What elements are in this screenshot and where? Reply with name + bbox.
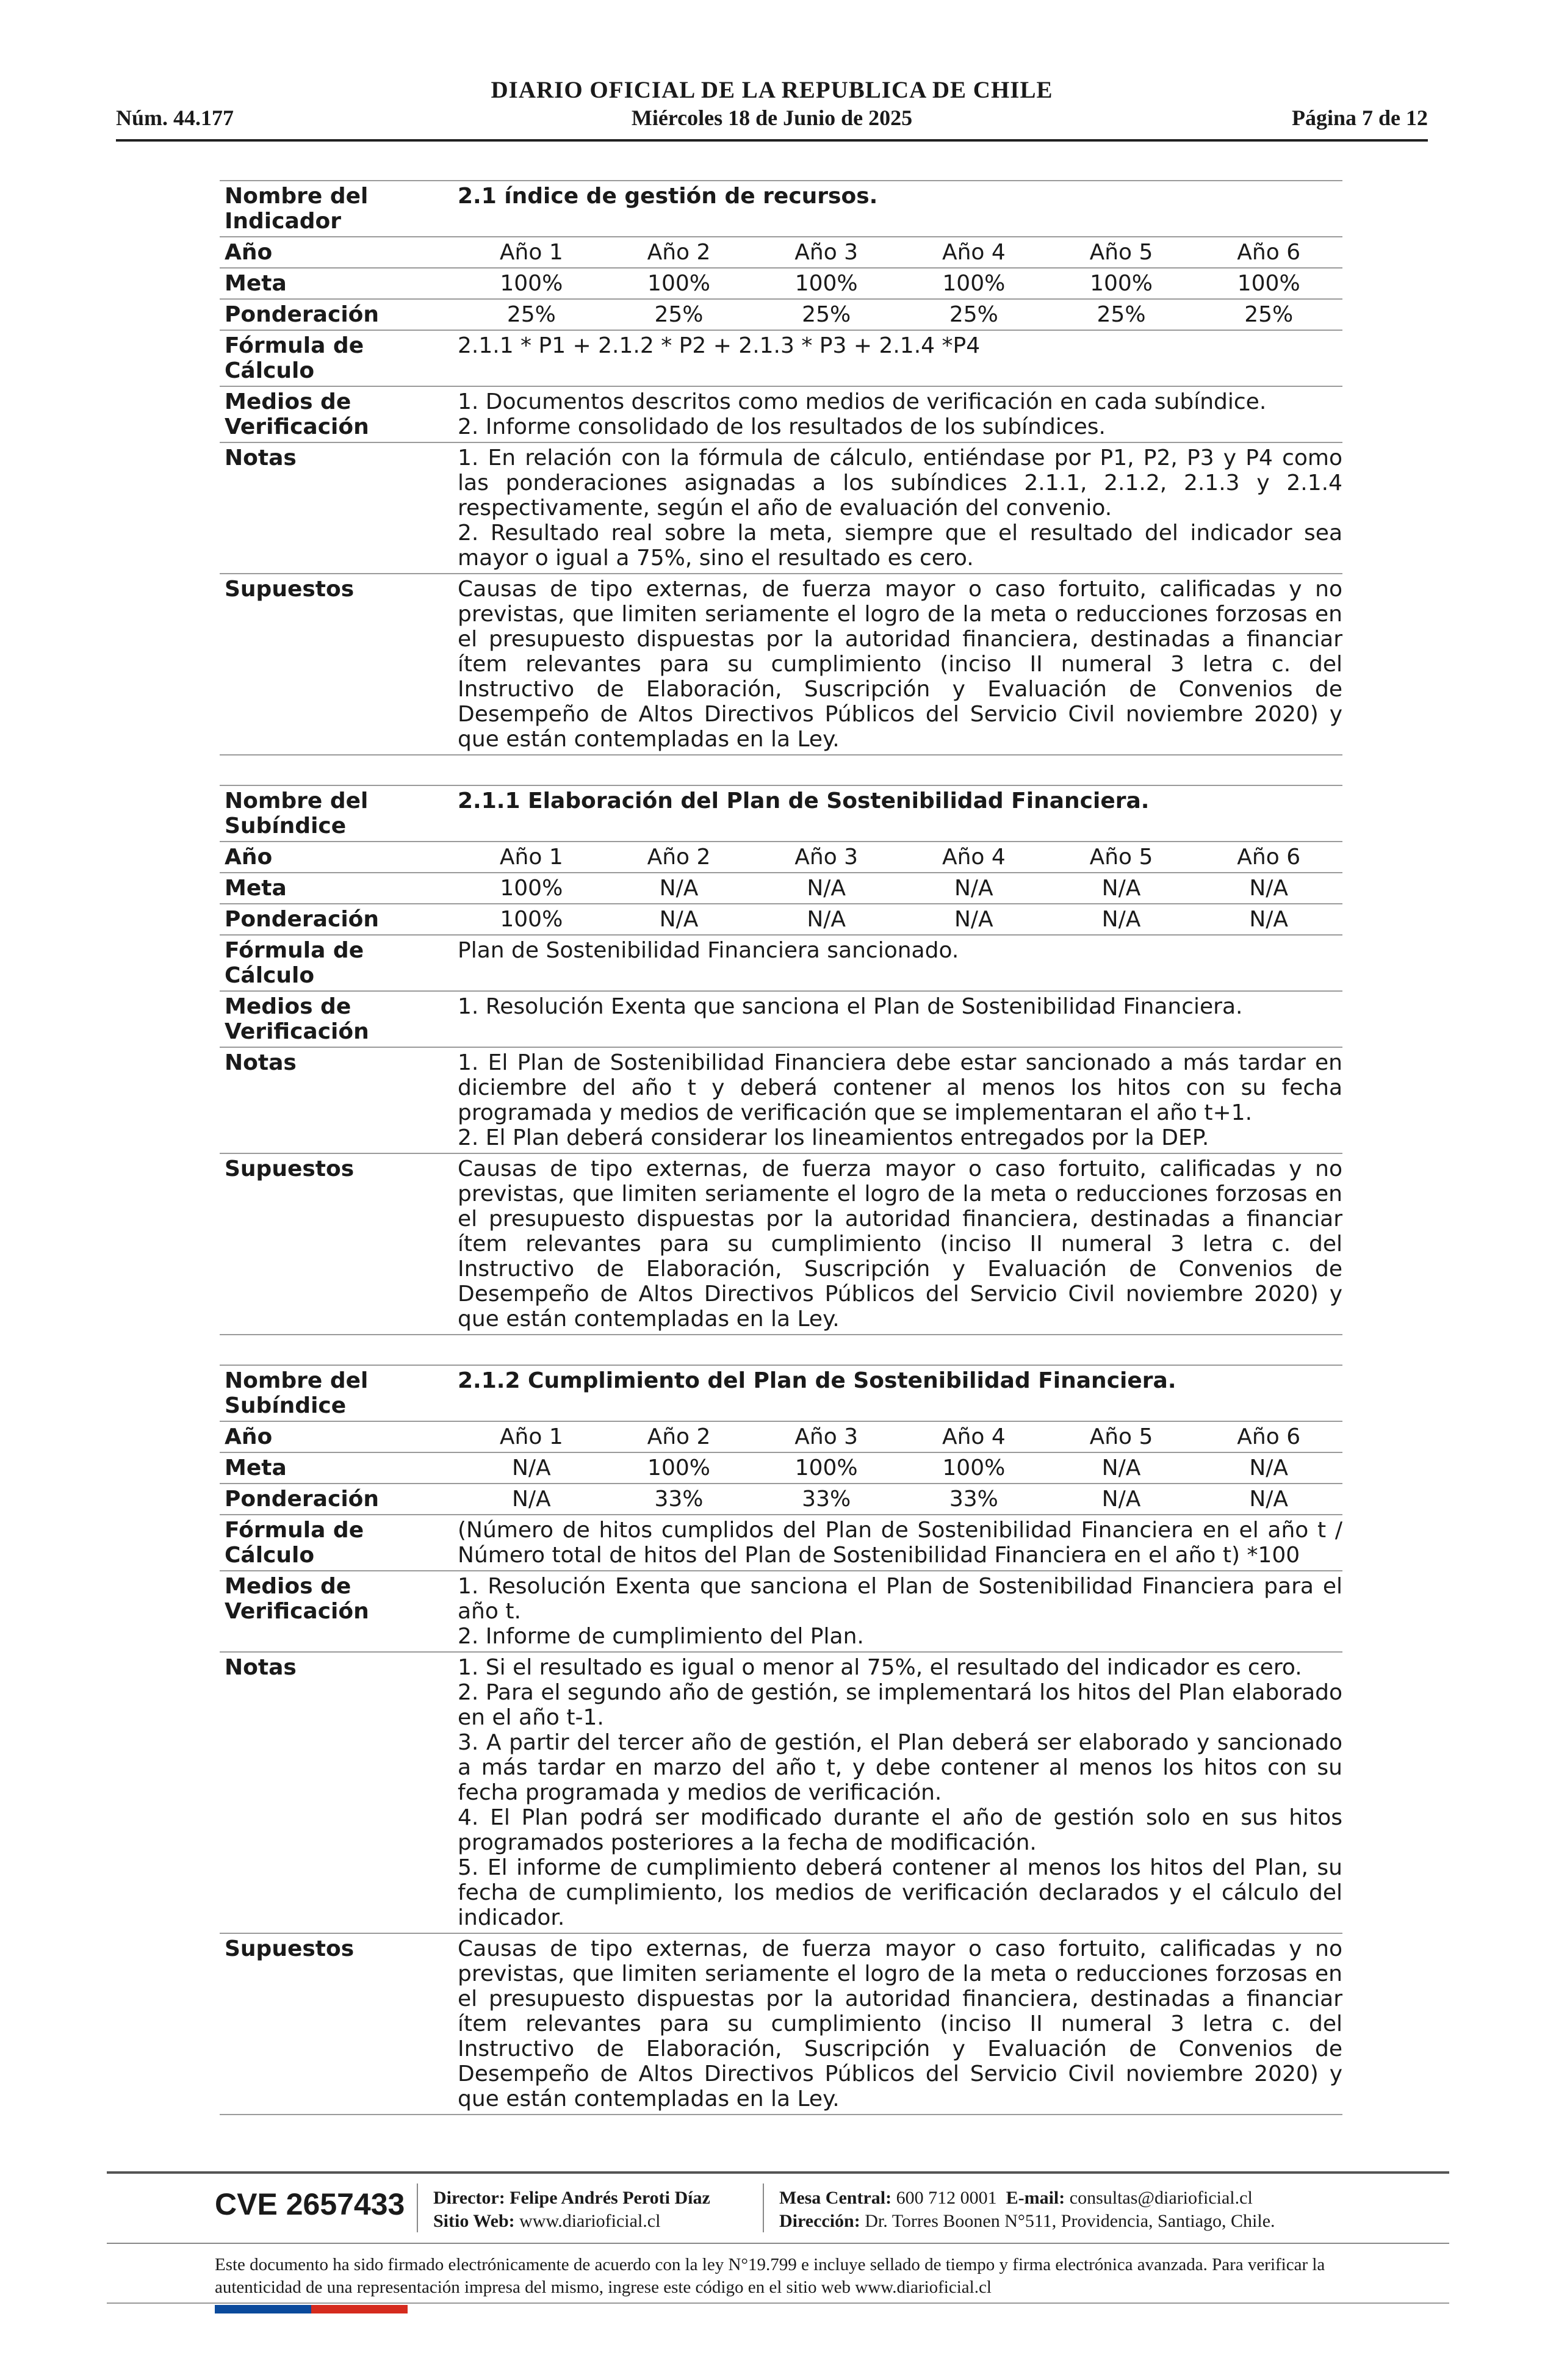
meta-cell: N/A bbox=[659, 876, 699, 901]
meta-cell: N/A bbox=[807, 876, 846, 901]
year-label: Año bbox=[225, 240, 273, 265]
flag-red-segment bbox=[311, 2305, 408, 2313]
ponderacion-row bbox=[220, 1483, 1342, 1514]
meta-row bbox=[220, 1452, 1342, 1483]
issue-number: Núm. 44.177 bbox=[116, 106, 234, 130]
formula-row bbox=[220, 1514, 1342, 1570]
formula-label: Fórmula de Cálculo bbox=[225, 333, 364, 383]
ponderacion-row bbox=[220, 903, 1342, 934]
mesa-label: Mesa Central: bbox=[779, 2188, 892, 2208]
ponderacion-cell: N/A bbox=[511, 1487, 551, 1512]
nota-item: 2. Para el segundo año de gestión, se implementará los hitos del Plan elaborado en el año t-1. bbox=[458, 1680, 1342, 1730]
year-row bbox=[220, 236, 1342, 267]
meta-label: Meta bbox=[225, 876, 287, 901]
meta-cell: 100% bbox=[942, 1455, 1006, 1480]
ponderacion-cell: N/A bbox=[1101, 1487, 1141, 1512]
medios-label: Medios de Verificación bbox=[225, 1574, 369, 1624]
formula-label: Fórmula de Cálculo bbox=[225, 1518, 364, 1568]
director-label: Director: bbox=[433, 2188, 505, 2208]
phone-number: 600 712 0001 bbox=[896, 2188, 997, 2208]
footer-separator bbox=[417, 2183, 418, 2232]
ponderacion-cell: N/A bbox=[1249, 907, 1289, 932]
meta-cell: 100% bbox=[500, 876, 563, 901]
year-cell: Año 6 bbox=[1237, 1424, 1301, 1449]
ponderacion-cell: 33% bbox=[654, 1487, 704, 1512]
year-cell: Año 4 bbox=[942, 1424, 1006, 1449]
notas-row bbox=[220, 1047, 1342, 1153]
flag-blue-segment bbox=[215, 2305, 311, 2313]
notas-label: Notas bbox=[225, 1050, 297, 1075]
subindex-name: 2.1.1 Elaboración del Plan de Sostenibilidad Financiera. bbox=[458, 788, 1150, 813]
medios-item: 2. Informe consolidado de los resultados de los subíndices. bbox=[458, 414, 1106, 439]
nota-item: 1. En relación con la fórmula de cálculo, entiéndase por P1, P2, P3 y P4 como las ponderaciones asignadas a los subíndices 2.1.1, 2.1.2, 2.1.3 y 2.1.4 respectivamente, según el año de evaluación del convenio. bbox=[458, 445, 1342, 521]
ponderacion-cell: 25% bbox=[506, 302, 556, 327]
header-divider bbox=[116, 139, 1428, 142]
indicator-name: 2.1 índice de gestión de recursos. bbox=[458, 184, 878, 209]
year-cell: Año 3 bbox=[794, 240, 859, 265]
notas-row bbox=[220, 442, 1342, 573]
supuestos-label: Supuestos bbox=[225, 1156, 355, 1181]
supuestos-text: Causas de tipo externas, de fuerza mayor o caso fortuito, calificadas y no previstas, que limiten seriamente el logro de la meta o reducciones forzosas en el presupuesto dispuestas por la autoridad financiera, destinadas a financiar ítem relevantes para su cumplimiento (inciso II numeral 3 letra c. del Instructivo de Elaboración, Suscripción y Evaluación de Convenios de Desempeño de Altos Directivos Públicos del Servicio Civil noviembre 2020) y que están contempladas en la Ley. bbox=[458, 1156, 1342, 1332]
medios-text bbox=[458, 994, 1342, 1044]
nota-item: 4. El Plan podrá ser modificado durante el año de gestión solo en sus hitos programados posteriores a la fecha de modificación. bbox=[458, 1805, 1342, 1855]
header-row bbox=[116, 105, 1428, 135]
notas-row bbox=[220, 1651, 1342, 1933]
meta-cell: 100% bbox=[1090, 271, 1153, 296]
ponderacion-label: Ponderación bbox=[225, 1487, 380, 1512]
medios-label: Medios de Verificación bbox=[225, 994, 369, 1044]
issue-date: Miércoles 18 de Junio de 2025 bbox=[631, 106, 913, 130]
name-row bbox=[220, 785, 1342, 841]
footer-director-block bbox=[433, 2187, 710, 2233]
year-cell: Año 4 bbox=[942, 845, 1006, 870]
medios-text bbox=[458, 1574, 1342, 1649]
notas-text bbox=[458, 445, 1342, 571]
year-cell: Año 1 bbox=[499, 845, 563, 870]
ponderacion-cell: 25% bbox=[802, 302, 851, 327]
meta-cell: 100% bbox=[1237, 271, 1300, 296]
supuestos-text: Causas de tipo externas, de fuerza mayor o caso fortuito, calificadas y no previstas, que limiten seriamente el logro de la meta o reducciones forzosas en el presupuesto dispuestas por la autoridad financiera, destinadas a financiar ítem relevantes para su cumplimiento (inciso II numeral 3 letra c. del Instructivo de Elaboración, Suscripción y Evaluación de Convenios de Desempeño de Altos Directivos Públicos del Servicio Civil noviembre 2020) y que están contempladas en la Ley. bbox=[458, 577, 1342, 752]
supuestos-row bbox=[220, 1153, 1342, 1335]
meta-cell: N/A bbox=[954, 876, 993, 901]
year-cell: Año 1 bbox=[499, 1424, 563, 1449]
cve-code: CVE 2657433 bbox=[215, 2187, 405, 2221]
meta-label: Meta bbox=[225, 1455, 287, 1480]
ponderacion-cell: N/A bbox=[954, 907, 993, 932]
director-name: Felipe Andrés Peroti Díaz bbox=[510, 2188, 710, 2208]
year-row bbox=[220, 841, 1342, 872]
nota-item: 1. Si el resultado es igual o menor al 75%, el resultado del indicador es cero. bbox=[458, 1655, 1302, 1680]
ponderacion-label: Ponderación bbox=[225, 907, 380, 932]
meta-label: Meta bbox=[225, 271, 287, 296]
ponderacion-cell: 25% bbox=[949, 302, 998, 327]
year-cell: Año 5 bbox=[1089, 1424, 1153, 1449]
address-text: Dr. Torres Boonen N°511, Providencia, Santiago, Chile. bbox=[865, 2211, 1275, 2231]
meta-cell: N/A bbox=[1249, 876, 1289, 901]
medios-text bbox=[458, 389, 1342, 439]
email-label: E-mail: bbox=[1006, 2188, 1065, 2208]
meta-row bbox=[220, 267, 1342, 298]
supuestos-label: Supuestos bbox=[225, 1936, 355, 1961]
medios-row bbox=[220, 1570, 1342, 1651]
ponderacion-cell: N/A bbox=[1101, 907, 1141, 932]
year-cell: Año 2 bbox=[647, 240, 711, 265]
meta-cell: N/A bbox=[1249, 1455, 1289, 1480]
ponderacion-cell: 25% bbox=[1097, 302, 1146, 327]
year-cell: Año 5 bbox=[1089, 240, 1153, 265]
medios-item: 2. Informe de cumplimiento del Plan. bbox=[458, 1624, 864, 1649]
medios-item: 1. Resolución Exenta que sanciona el Plan de Sostenibilidad Financiera. bbox=[458, 994, 1243, 1019]
year-cell: Año 6 bbox=[1237, 845, 1301, 870]
subindex-name: 2.1.2 Cumplimiento del Plan de Sostenibilidad Financiera. bbox=[458, 1368, 1176, 1393]
footer-divider bbox=[107, 2243, 1449, 2244]
year-cell: Año 2 bbox=[647, 1424, 711, 1449]
ponderacion-cell: N/A bbox=[659, 907, 699, 932]
meta-cell: 100% bbox=[942, 271, 1006, 296]
web-label: Sitio Web: bbox=[433, 2211, 515, 2231]
notas-text bbox=[458, 1050, 1342, 1150]
notas-text bbox=[458, 1655, 1342, 1930]
meta-cell: 100% bbox=[647, 271, 710, 296]
formula-row bbox=[220, 330, 1342, 386]
year-cell: Año 1 bbox=[499, 240, 563, 265]
flag-stripe bbox=[215, 2305, 408, 2313]
nota-item: 1. El Plan de Sostenibilidad Financiera debe estar sancionado a más tardar en diciembre del año t y deberá contener al menos los hitos con su fecha programada y medios de verificación que se implementaran el año t+1. bbox=[458, 1050, 1342, 1125]
meta-cell: N/A bbox=[1101, 876, 1141, 901]
name-label: Nombre del Subíndice bbox=[225, 1368, 369, 1418]
notas-label: Notas bbox=[225, 1655, 297, 1680]
meta-cell: 100% bbox=[794, 1455, 858, 1480]
formula-label: Fórmula de Cálculo bbox=[225, 938, 364, 988]
meta-row bbox=[220, 872, 1342, 903]
notas-label: Notas bbox=[225, 445, 297, 471]
ponderacion-cell: N/A bbox=[1249, 1487, 1289, 1512]
meta-cell: N/A bbox=[511, 1455, 551, 1480]
medios-item: 1. Documentos descritos como medios de verificación en cada subíndice. bbox=[458, 389, 1267, 414]
supuestos-label: Supuestos bbox=[225, 577, 355, 602]
formula-text: (Número de hitos cumplidos del Plan de Sostenibilidad Financiera en el año t / Número total de hitos del Plan de Sostenibilidad Financiera en el año t) *100 bbox=[458, 1518, 1342, 1568]
ponderacion-cell: N/A bbox=[807, 907, 846, 932]
supuestos-text: Causas de tipo externas, de fuerza mayor o caso fortuito, calificadas y no previstas, que limiten seriamente el logro de la meta o reducciones forzosas en el presupuesto dispuestas por la autoridad financiera, destinadas a financiar ítem relevantes para su cumplimiento (inciso II numeral 3 letra c. del Instructivo de Elaboración, Suscripción y Evaluación de Convenios de Desempeño de Altos Directivos Públicos del Servicio Civil noviembre 2020) y que están contempladas en la Ley. bbox=[458, 1936, 1342, 2111]
newspaper-title: DIARIO OFICIAL DE LA REPUBLICA DE CHILE bbox=[491, 77, 1053, 103]
name-row bbox=[220, 180, 1342, 236]
ponderacion-cell: 100% bbox=[500, 907, 563, 932]
meta-cell: 100% bbox=[794, 271, 858, 296]
name-label: Nombre del Indicador bbox=[225, 184, 369, 234]
formula-row bbox=[220, 934, 1342, 990]
name-row bbox=[220, 1365, 1342, 1421]
footer-divider bbox=[107, 2171, 1449, 2174]
address-label: Dirección: bbox=[779, 2211, 860, 2231]
year-label: Año bbox=[225, 845, 273, 870]
nota-item: 2. El Plan deberá considerar los lineamientos entregados por la DEP. bbox=[458, 1125, 1209, 1150]
medios-item: 1. Resolución Exenta que sanciona el Plan de Sostenibilidad Financiera para el año t. bbox=[458, 1574, 1342, 1624]
nota-item: 3. A partir del tercer año de gestión, el Plan deberá ser elaborado y sancionado a más tardar en marzo del año t, y debe contener al menos los hitos con su fecha programada y medios de verificación. bbox=[458, 1730, 1342, 1805]
nota-item: 5. El informe de cumplimiento deberá contener al menos los hitos del Plan, su fecha de cumplimiento, los medios de verificación declarados y el cálculo del indicador. bbox=[458, 1855, 1342, 1930]
ponderacion-cell: 33% bbox=[949, 1487, 998, 1512]
ponderacion-cell: 25% bbox=[1244, 302, 1294, 327]
supuestos-row bbox=[220, 573, 1342, 755]
year-cell: Año 2 bbox=[647, 845, 711, 870]
ponderacion-label: Ponderación bbox=[225, 302, 380, 327]
ponderacion-row bbox=[220, 298, 1342, 330]
footer-contact-block bbox=[779, 2187, 1275, 2233]
medios-row bbox=[220, 990, 1342, 1047]
footer-separator bbox=[763, 2183, 764, 2232]
year-cell: Año 6 bbox=[1237, 240, 1301, 265]
meta-cell: N/A bbox=[1101, 1455, 1141, 1480]
legal-notice: Este documento ha sido firmado electrónicamente de acuerdo con la ley N°19.799 e incluye sellado de tiempo y firma electrónica avanzada. Para verificar la autenticidad de una representación impresa del mismo, ingrese este código en el sitio web www.diarioficial.cl bbox=[215, 2255, 1325, 2297]
page-number: Página 7 de 12 bbox=[1291, 106, 1428, 130]
ponderacion-cell: 33% bbox=[802, 1487, 851, 1512]
formula-text: Plan de Sostenibilidad Financiera sancionado. bbox=[458, 938, 959, 963]
website-link[interactable]: www.diarioficial.cl bbox=[519, 2211, 661, 2231]
year-label: Año bbox=[225, 1424, 273, 1449]
name-label: Nombre del Subíndice bbox=[225, 788, 369, 838]
year-row bbox=[220, 1421, 1342, 1452]
year-cell: Año 4 bbox=[942, 240, 1006, 265]
indicator-table bbox=[220, 180, 1342, 2115]
formula-text: 2.1.1 * P1 + 2.1.2 * P2 + 2.1.3 * P3 + 2.1.4 *P4 bbox=[458, 333, 981, 358]
year-cell: Año 3 bbox=[794, 845, 859, 870]
ponderacion-cell: 25% bbox=[654, 302, 704, 327]
medios-row bbox=[220, 386, 1342, 442]
year-cell: Año 5 bbox=[1089, 845, 1153, 870]
meta-cell: 100% bbox=[647, 1455, 710, 1480]
year-cell: Año 3 bbox=[794, 1424, 859, 1449]
supuestos-row bbox=[220, 1933, 1342, 2115]
email-link[interactable]: consultas@diarioficial.cl bbox=[1069, 2188, 1253, 2208]
nota-item: 2. Resultado real sobre la meta, siempre que el resultado del indicador sea mayor o igual a 75%, sino el resultado es cero. bbox=[458, 521, 1342, 571]
footer-divider bbox=[107, 2302, 1449, 2304]
medios-label: Medios de Verificación bbox=[225, 389, 369, 439]
meta-cell: 100% bbox=[500, 271, 563, 296]
